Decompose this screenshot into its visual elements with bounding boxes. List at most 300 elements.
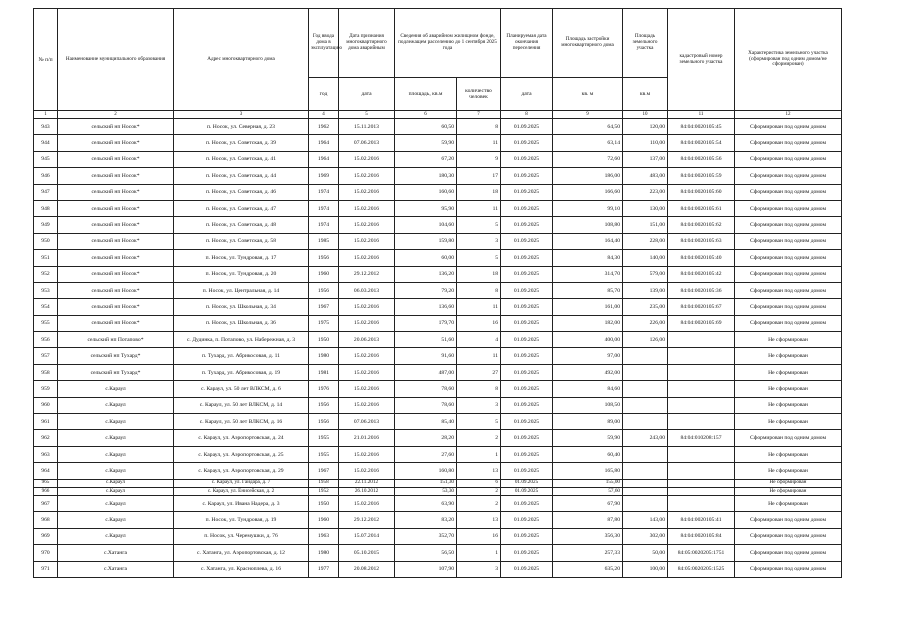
cell-emergency-date: 15.02.2016	[339, 381, 395, 397]
cell-area: 136,20	[395, 266, 457, 282]
cell-building-area: 492,00	[553, 364, 623, 380]
table-row	[34, 487, 842, 495]
cell-year: 1980	[309, 545, 339, 561]
cell-cadastral-number: 84:04:0020105:45	[668, 119, 735, 135]
cell-address: п. Носок, ул. Школьная, д. 36	[174, 315, 309, 331]
cell-cadastral-number	[668, 364, 735, 380]
cell-land-area: 228,00	[623, 233, 668, 249]
cell-cadastral-number	[668, 479, 735, 487]
cell-municipality: сельский нп Носок*	[58, 282, 174, 298]
col-number-1: 1	[34, 111, 58, 119]
subheader-build-unit: кв. м	[553, 78, 623, 111]
cell-land-status: Не сформирован	[735, 364, 842, 380]
table-row	[34, 495, 842, 511]
cell-year: 1952	[309, 487, 339, 495]
cell-emergency-date: 15.02.2016	[339, 446, 395, 462]
cell-municipality: с.Караул	[58, 512, 174, 528]
cell-planned-date: 01.09.2025	[501, 200, 553, 216]
table-row	[34, 479, 842, 487]
cell-building-area: 85,70	[553, 282, 623, 298]
cell-year: 1976	[309, 381, 339, 397]
cell-year: 1964	[309, 135, 339, 151]
cell-emergency-date: 15.02.2016	[339, 315, 395, 331]
table-row	[34, 463, 842, 479]
cell-year: 1950	[309, 495, 339, 511]
cell-year: 1977	[309, 561, 339, 577]
cell-year: 1955	[309, 446, 339, 462]
cell-address: п. Носок, ул. Советская, д. 41	[174, 151, 309, 167]
cell-area: 136,60	[395, 299, 457, 315]
cell-area: 28,20	[395, 430, 457, 446]
cell-land-area: 137,00	[623, 151, 668, 167]
cell-cadastral-number	[668, 446, 735, 462]
cell-planned-date: 01.09.2025	[501, 184, 553, 200]
cell-land-status: Не сформирован	[735, 495, 842, 511]
cell-cadastral-number: 84:04:0020105:61	[668, 200, 735, 216]
cell-people-count: 1	[457, 545, 501, 561]
cell-building-area: 84,30	[553, 250, 623, 266]
cell-address: с. Хатанга, ул. Аэропортовская, д. 12	[174, 545, 309, 561]
header-land-area: Площадь земельного участка	[623, 9, 668, 78]
cell-land-status: Сформирован под одним домом	[735, 430, 842, 446]
header-fund-info: Сведения об аварийном жилищном фонде, подлежащем расселению до 1 сентября 2025 года	[395, 9, 501, 78]
cell-emergency-date: 15.02.2016	[339, 151, 395, 167]
cell-emergency-date: 15.02.2016	[339, 463, 395, 479]
cell-cadastral-number	[668, 414, 735, 430]
cell-planned-date: 01.09.2025	[501, 397, 553, 413]
cell-planned-date: 01.09.2025	[501, 299, 553, 315]
cell-people-count: 27	[457, 364, 501, 380]
cell-row-number: 964	[34, 463, 58, 479]
cell-year: 1980	[309, 348, 339, 364]
cell-land-area: 226,00	[623, 315, 668, 331]
cell-row-number: 967	[34, 495, 58, 511]
cell-land-status: Сформирован под одним домом	[735, 200, 842, 216]
cell-land-area	[623, 463, 668, 479]
cell-land-status: Сформирован под одним домом	[735, 168, 842, 184]
cell-emergency-date: 21.01.2016	[339, 430, 395, 446]
cell-row-number: 963	[34, 446, 58, 462]
cell-municipality: с.Караул	[58, 446, 174, 462]
cell-building-area: 155,00	[553, 479, 623, 487]
cell-planned-date: 01.09.2025	[501, 348, 553, 364]
cell-area: 59,90	[395, 135, 457, 151]
cell-year: 1967	[309, 463, 339, 479]
cell-row-number: 957	[34, 348, 58, 364]
cell-year: 1955	[309, 430, 339, 446]
cell-cadastral-number: 84:04:0020105:41	[668, 512, 735, 528]
cell-land-status: Сформирован под одним домом	[735, 561, 842, 577]
table-row	[34, 266, 842, 282]
cell-municipality: сельский нп Носок*	[58, 250, 174, 266]
cell-year: 1985	[309, 233, 339, 249]
table-row	[34, 151, 842, 167]
cell-cadastral-number: 84:04:0020105:59	[668, 168, 735, 184]
cell-people-count: 13	[457, 512, 501, 528]
cell-year: 1958	[309, 479, 339, 487]
cell-building-area: 161,00	[553, 299, 623, 315]
cell-row-number: 953	[34, 282, 58, 298]
cell-area: 159,80	[395, 233, 457, 249]
cell-row-number: 971	[34, 561, 58, 577]
cell-planned-date: 01.09.2025	[501, 381, 553, 397]
table-row	[34, 168, 842, 184]
cell-area: 56,50	[395, 545, 457, 561]
table-row	[34, 135, 842, 151]
cell-year: 1967	[309, 299, 339, 315]
cell-people-count: 4	[457, 332, 501, 348]
cell-row-number: 956	[34, 332, 58, 348]
cell-address: п. Носок, ул. Советская, д. 48	[174, 217, 309, 233]
cell-cadastral-number: 84:04:0020105:69	[668, 315, 735, 331]
cell-address: с. Караул, ул. Ивана Надера, д. 3	[174, 495, 309, 511]
cell-planned-date: 01.09.2025	[501, 233, 553, 249]
cell-land-area	[623, 479, 668, 487]
cell-emergency-date: 06.03.2013	[339, 282, 395, 298]
cell-address: п. Тухард, ул. Абрикосовая, д. 19	[174, 364, 309, 380]
cell-year: 1974	[309, 217, 339, 233]
cell-municipality: сельский нп Носок*	[58, 184, 174, 200]
cell-row-number: 952	[34, 266, 58, 282]
cell-land-area: 50,00	[623, 545, 668, 561]
cell-building-area: 165,80	[553, 463, 623, 479]
cell-cadastral-number	[668, 332, 735, 348]
cell-municipality: сельский нп Носок*	[58, 315, 174, 331]
table-body	[34, 119, 842, 578]
cell-emergency-date: 07.06.2013	[339, 135, 395, 151]
cell-land-area	[623, 446, 668, 462]
cell-cadastral-number: 84:04:0020105:63	[668, 233, 735, 249]
cell-planned-date: 01.09.2025	[501, 250, 553, 266]
cell-land-area	[623, 487, 668, 495]
cell-people-count: 3	[457, 561, 501, 577]
col-number-6: 6	[395, 111, 457, 119]
cell-emergency-date: 15.02.2016	[339, 397, 395, 413]
cell-building-area: 186,00	[553, 168, 623, 184]
cell-address: п. Тухард, ул. Абрикосовая, д. 11	[174, 348, 309, 364]
cell-land-area: 223,00	[623, 184, 668, 200]
cell-cadastral-number	[668, 463, 735, 479]
cell-municipality: сельский нп Носок*	[58, 168, 174, 184]
cell-area: 95,90	[395, 200, 457, 216]
cell-planned-date: 01.09.2025	[501, 479, 553, 487]
cell-building-area: 635,20	[553, 561, 623, 577]
cell-municipality: с.Караул	[58, 430, 174, 446]
cell-land-area: 302,00	[623, 528, 668, 544]
cell-address: п. Носок, ул. Тундровая, д. 17	[174, 250, 309, 266]
header-cadastral: кадастровый номер земельного участка	[668, 9, 735, 111]
cell-area: 180,30	[395, 168, 457, 184]
cell-address: п. Носок, ул. Школьная, д. 34	[174, 299, 309, 315]
cell-land-area: 483,00	[623, 168, 668, 184]
cell-address: п. Носок, ул. Северная, д. 23	[174, 119, 309, 135]
cell-planned-date: 01.09.2025	[501, 446, 553, 462]
cell-building-area: 108,50	[553, 397, 623, 413]
subheader-year: год	[309, 78, 339, 111]
cell-municipality: с.Караул	[58, 463, 174, 479]
cell-year: 1956	[309, 282, 339, 298]
col-number-3: 3	[174, 111, 309, 119]
cell-row-number: 958	[34, 364, 58, 380]
cell-land-status: Сформирован под одним домом	[735, 315, 842, 331]
cell-address: п. Носок, ул. Центральная, д. 14	[174, 282, 309, 298]
cell-cadastral-number: 84:04:010208:157	[668, 430, 735, 446]
cell-municipality: с.Хатанга	[58, 545, 174, 561]
cell-people-count: 18	[457, 266, 501, 282]
cell-area: 104,60	[395, 217, 457, 233]
cell-municipality: сельский нп Потапово*	[58, 332, 174, 348]
cell-building-area: 57,60	[553, 487, 623, 495]
cell-municipality: с.Караул	[58, 479, 174, 487]
cell-land-status: Не сформирован	[735, 487, 842, 495]
cell-people-count: 5	[457, 250, 501, 266]
cell-municipality: с.Караул	[58, 397, 174, 413]
cell-building-area: 72,60	[553, 151, 623, 167]
cell-address: с. Караул, ул. Аэропортовская, д. 29	[174, 463, 309, 479]
cell-area: 487,00	[395, 364, 457, 380]
cell-cadastral-number: 84:05:0020205:1751	[668, 545, 735, 561]
cell-emergency-date: 26.10.2012	[339, 487, 395, 495]
cell-municipality: сельский нп Тухард*	[58, 348, 174, 364]
header-year: Год ввода дома в эксплуатацию	[309, 9, 339, 78]
cell-year: 1956	[309, 414, 339, 430]
cell-municipality: сельский нп Носок*	[58, 200, 174, 216]
cell-municipality: с.Караул	[58, 495, 174, 511]
cell-row-number: 965	[34, 479, 58, 487]
cell-planned-date: 01.09.2025	[501, 168, 553, 184]
table-row	[34, 528, 842, 544]
cell-municipality: с.Караул	[58, 381, 174, 397]
header-municipality: Наименование муниципального образования	[58, 9, 174, 111]
col-number-4: 4	[309, 111, 339, 119]
cell-building-area: 314,70	[553, 266, 623, 282]
table-row	[34, 561, 842, 577]
cell-year: 1960	[309, 512, 339, 528]
table-row	[34, 332, 842, 348]
cell-area: 60,00	[395, 250, 457, 266]
cell-people-count: 3	[457, 233, 501, 249]
cell-address: с. Караул, ул. 50 лет ВЛКСМ, д. 14	[174, 397, 309, 413]
cell-row-number: 947	[34, 184, 58, 200]
col-number-5: 5	[339, 111, 395, 119]
cell-address: с. Караул, ул. Гайдара, д. 7	[174, 479, 309, 487]
cell-emergency-date: 29.12.2012	[339, 512, 395, 528]
cell-municipality: сельский нп Носок*	[58, 217, 174, 233]
table-row	[34, 512, 842, 528]
cell-row-number: 949	[34, 217, 58, 233]
cell-land-area: 139,00	[623, 282, 668, 298]
cell-land-status: Не сформирован	[735, 446, 842, 462]
cell-building-area: 89,00	[553, 414, 623, 430]
cell-year: 1964	[309, 151, 339, 167]
cell-row-number: 948	[34, 200, 58, 216]
cell-row-number: 960	[34, 397, 58, 413]
cell-land-area: 120,00	[623, 119, 668, 135]
cell-people-count: 8	[457, 381, 501, 397]
col-number-11: 11	[668, 111, 735, 119]
cell-building-area: 182,00	[553, 315, 623, 331]
table-row	[34, 217, 842, 233]
cell-people-count: 2	[457, 430, 501, 446]
cell-municipality: сельский нп Носок*	[58, 119, 174, 135]
cell-address: п. Носок, ул. Советская, д. 46	[174, 184, 309, 200]
cell-area: 27,60	[395, 446, 457, 462]
cell-people-count: 6	[457, 479, 501, 487]
cell-year: 1963	[309, 528, 339, 544]
cell-land-area	[623, 364, 668, 380]
subheader-land-unit: кв.м	[623, 78, 668, 111]
cell-emergency-date: 15.02.2016	[339, 250, 395, 266]
cell-emergency-date: 20.06.2013	[339, 332, 395, 348]
cell-emergency-date: 15.02.2016	[339, 348, 395, 364]
cell-emergency-date: 07.06.2013	[339, 414, 395, 430]
housing-table	[33, 8, 842, 578]
cell-address: с. Хатанга, ул. Красноплева, д. 16	[174, 561, 309, 577]
cell-land-area	[623, 381, 668, 397]
cell-area: 63,90	[395, 495, 457, 511]
cell-municipality: с.Хатанга	[58, 561, 174, 577]
cell-emergency-date: 15.02.2016	[339, 184, 395, 200]
cell-row-number: 954	[34, 299, 58, 315]
cell-land-status: Не сформирован	[735, 348, 842, 364]
cell-building-area: 63,14	[553, 135, 623, 151]
cell-address: с. Караул, ул. Аэропортовская, д. 24	[174, 430, 309, 446]
cell-planned-date: 01.09.2025	[501, 414, 553, 430]
cell-building-area: 87,80	[553, 512, 623, 528]
cell-land-area	[623, 414, 668, 430]
cell-emergency-date: 29.12.2012	[339, 266, 395, 282]
cell-building-area: 59,90	[553, 430, 623, 446]
subheader-plan-date: дата	[501, 78, 553, 111]
cell-people-count: 16	[457, 528, 501, 544]
cell-building-area: 60,40	[553, 446, 623, 462]
cell-municipality: сельский нп Носок*	[58, 151, 174, 167]
table-row	[34, 282, 842, 298]
cell-emergency-date: 05.10.2015	[339, 545, 395, 561]
table-row	[34, 364, 842, 380]
cell-address: с. Дудинка, п. Потапово, ул. Набережная, д. 3	[174, 332, 309, 348]
col-number-7: 7	[457, 111, 501, 119]
cell-area: 51,60	[395, 332, 457, 348]
cell-land-status: Сформирован под одним домом	[735, 217, 842, 233]
cell-people-count: 5	[457, 217, 501, 233]
cell-address: п. Носок, ул. Тундровая, д. 20	[174, 266, 309, 282]
cell-year: 1981	[309, 364, 339, 380]
subheader-area: площадь, кв.м	[395, 78, 457, 111]
cell-building-area: 166,60	[553, 184, 623, 200]
cell-land-status: Сформирован под одним домом	[735, 250, 842, 266]
cell-emergency-date: 22.11.2012	[339, 479, 395, 487]
cell-area: 67,20	[395, 151, 457, 167]
cell-municipality: сельский нп Носок*	[58, 135, 174, 151]
cell-land-area: 579,00	[623, 266, 668, 282]
col-number-9: 9	[553, 111, 623, 119]
cell-area: 78,60	[395, 397, 457, 413]
cell-people-count: 8	[457, 119, 501, 135]
cell-area: 151,30	[395, 479, 457, 487]
cell-cadastral-number	[668, 495, 735, 511]
cell-address: с. Караул, ул. 50 лет ВЛКСМ, д. 16	[174, 414, 309, 430]
cell-land-status: Сформирован под одним домом	[735, 299, 842, 315]
cell-area: 78,60	[395, 381, 457, 397]
cell-area: 60,50	[395, 119, 457, 135]
cell-planned-date: 01.09.2025	[501, 528, 553, 544]
cell-planned-date: 01.09.2025	[501, 561, 553, 577]
header-number: № п/п	[34, 9, 58, 111]
cell-land-status: Сформирован под одним домом	[735, 135, 842, 151]
cell-municipality: с.Караул	[58, 528, 174, 544]
cell-building-area: 108,80	[553, 217, 623, 233]
cell-people-count: 11	[457, 135, 501, 151]
cell-land-status: Сформирован под одним домом	[735, 545, 842, 561]
cell-planned-date: 01.09.2025	[501, 217, 553, 233]
cell-area: 83,20	[395, 512, 457, 528]
cell-land-status: Сформирован под одним домом	[735, 512, 842, 528]
cell-building-area: 97,00	[553, 348, 623, 364]
cell-year: 1950	[309, 332, 339, 348]
cell-area: 85,40	[395, 414, 457, 430]
cell-area: 91,60	[395, 348, 457, 364]
cell-emergency-date: 20.08.2012	[339, 561, 395, 577]
cell-building-area: 257,33	[553, 545, 623, 561]
cell-year: 1962	[309, 119, 339, 135]
cell-emergency-date: 15.02.2016	[339, 495, 395, 511]
cell-emergency-date: 15.07.2014	[339, 528, 395, 544]
cell-people-count: 17	[457, 168, 501, 184]
cell-building-area: 67,90	[553, 495, 623, 511]
cell-year: 1974	[309, 200, 339, 216]
cell-row-number: 968	[34, 512, 58, 528]
cell-planned-date: 01.09.2025	[501, 315, 553, 331]
col-number-12: 12	[735, 111, 842, 119]
cell-land-status: Сформирован под одним домом	[735, 184, 842, 200]
table-row	[34, 381, 842, 397]
cell-municipality: сельский нп Носок*	[58, 233, 174, 249]
cell-building-area: 84,60	[553, 381, 623, 397]
cell-land-status: Сформирован под одним домом	[735, 119, 842, 135]
table-row	[34, 200, 842, 216]
col-number-8: 8	[501, 111, 553, 119]
cell-row-number: 961	[34, 414, 58, 430]
cell-row-number: 955	[34, 315, 58, 331]
cell-planned-date: 01.09.2025	[501, 119, 553, 135]
table-row	[34, 414, 842, 430]
cell-cadastral-number: 84:04:0020105:62	[668, 217, 735, 233]
table-row	[34, 446, 842, 462]
cell-municipality: сельский нп Носок*	[58, 266, 174, 282]
cell-area: 53,30	[395, 487, 457, 495]
header-emergency-date: Дата признания многоквартирного дома аварийным	[339, 9, 395, 78]
cell-land-status: Сформирован под одним домом	[735, 266, 842, 282]
cell-cadastral-number: 84:04:0020105:67	[668, 299, 735, 315]
table-row	[34, 348, 842, 364]
cell-year: 1956	[309, 397, 339, 413]
cell-land-area: 140,00	[623, 250, 668, 266]
cell-planned-date: 01.09.2025	[501, 332, 553, 348]
cell-emergency-date: 15.02.2016	[339, 299, 395, 315]
cell-row-number: 945	[34, 151, 58, 167]
cell-building-area: 164,40	[553, 233, 623, 249]
cell-emergency-date: 15.02.2016	[339, 364, 395, 380]
cell-emergency-date: 15.02.2016	[339, 217, 395, 233]
cell-year: 1975	[309, 315, 339, 331]
cell-people-count: 13	[457, 463, 501, 479]
cell-municipality: сельский нп Носок*	[58, 299, 174, 315]
cell-cadastral-number: 84:04:0020105:40	[668, 250, 735, 266]
cell-address: п. Носок, ул. Черемушки, д. 76	[174, 528, 309, 544]
cell-people-count: 2	[457, 487, 501, 495]
cell-emergency-date: 15.02.2016	[339, 168, 395, 184]
